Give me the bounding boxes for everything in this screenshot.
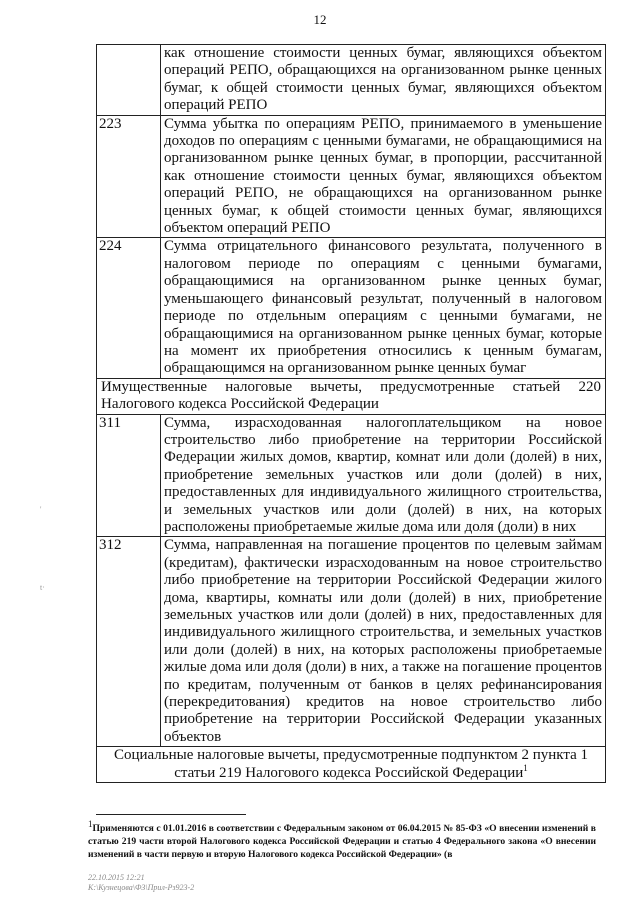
margin-mark: ' bbox=[40, 505, 42, 514]
footnote bbox=[88, 818, 596, 861]
margin-mark: t· bbox=[40, 583, 45, 592]
row-code: 224 bbox=[97, 238, 161, 378]
footnote-ref[interactable]: 1 bbox=[523, 762, 528, 773]
footnote-divider bbox=[96, 814, 246, 815]
row-code: 312 bbox=[97, 537, 161, 747]
section-title-text: Социальные налоговые вычеты, предусмотренные подпунктом 2 пункта 1 статьи 219 Налогового кодекса Российской Федерации bbox=[113, 747, 589, 781]
footnote-text: Применяются с 01.01.2016 в соответствии с Федеральным законом от 06.04.2015 № 85-ФЗ «О внесении изменений в статью 219 части второй Налогового кодекса Российской Федерации и статью 4 Федерального закона «О внесении изменений в части первую и вторую Налогового кодекса Российской Федерации» (в bbox=[88, 823, 596, 860]
row-description: как отношение стоимости ценных бумаг, являющихся объектом операций РЕПО, обращающихся на организованном рынке ценных бумаг, к общей стоимости ценных бумаг, являющихся объектом операций РЕПО bbox=[161, 45, 606, 116]
row-description: Сумма, направленная на погашение процентов по целевым займам (кредитам), фактически израсходованным на новое строительство либо приобретение на территории Российской Федерации жилого дома, квартиры, комнаты или доли (долей) в них, приобретение земельных участков или доли (долей) в них, предоставленных для индивидуального жилищного строительства, и земельных участков или доли (долей) в них, на которых расположены приобретаемые жилые дома или доля (доли) в них, а также на погашение процентов по кредитам, полученным от банков в целях рефинансирования (перекредитования) кредитов на новое строительство либо приобретение на территории Российской Федерации указанных объектов bbox=[161, 537, 606, 747]
table-row bbox=[97, 238, 606, 378]
footnote-marker: 1 bbox=[88, 818, 93, 829]
section-header-row bbox=[97, 747, 606, 783]
deductions-table bbox=[96, 44, 606, 783]
table-row bbox=[97, 537, 606, 747]
page-number: 12 bbox=[313, 12, 327, 27]
row-code: 223 bbox=[97, 115, 161, 238]
row-code: 311 bbox=[97, 414, 161, 537]
section-title-property-deductions: Имущественные налоговые вычеты, предусмотренные статьей 220 Налогового кодекса Российской Федерации bbox=[97, 378, 606, 414]
row-description: Сумма отрицательного финансового результата, полученного в налоговом периоде по операциям с ценными бумагами, обращающимися на организованном рынке ценных бумаг, уменьшающего финансовый результат, полученный в налоговом периоде по отдельным операциям с ценными бумагами, не обращающимися на организованном рынке ценных бумаг, которые на момент их приобретения относились к ценным бумагам, обращающимся на организованном рынке ценных бумаг bbox=[161, 238, 606, 378]
row-description: Сумма, израсходованная налогоплательщиком на новое строительство либо приобретение на территории Российской Федерации жилых домов, квартир, комнат или доли (долей) в них, приобретение земельных участков или доли (долей) в них, предоставленных для индивидуального жилищного строительства, и земельных участков или доли (долей) в них, на которых расположены приобретаемые жилые дома или доля (доли) в них bbox=[161, 414, 606, 537]
section-title-social-deductions bbox=[97, 747, 606, 783]
file-stamp-date: 22.10.2015 12:21 bbox=[88, 873, 145, 882]
table-row bbox=[97, 414, 606, 537]
row-code bbox=[97, 45, 161, 116]
table-row bbox=[97, 45, 606, 116]
row-description: Сумма убытка по операциям РЕПО, принимаемого в уменьшение доходов по операциям с ценными бумагами, не обращающимися на организованном рынке ценных бумаг, в пропорции, рассчитанной как отношение стоимости ценных бумаг, являющихся объектом операций РЕПО, не обращающихся на организованном рынке ценных бумаг, к общей стоимости ценных бумаг, являющихся объектом операций РЕПО bbox=[161, 115, 606, 238]
table-row bbox=[97, 115, 606, 238]
file-stamp-path: К:\Кузнецова\ФЗ\Прил-Рз923-2 bbox=[88, 883, 195, 892]
section-header-row bbox=[97, 378, 606, 414]
